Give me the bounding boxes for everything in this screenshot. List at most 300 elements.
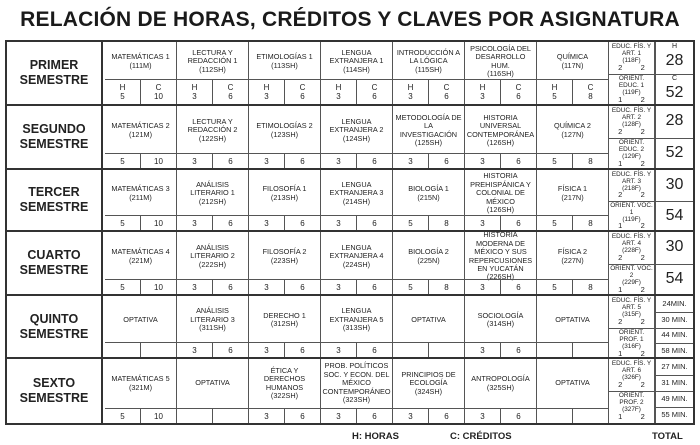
subject-cell [105, 106, 177, 168]
subject-code: (311SH) [199, 323, 226, 333]
total-cell [655, 42, 693, 104]
hours-value: 5 [408, 218, 413, 228]
total-cell [655, 170, 693, 230]
subject-code: (223SH) [270, 255, 299, 265]
subject-name [393, 42, 464, 81]
hours-label: H [191, 83, 198, 92]
subject-name [465, 42, 536, 81]
hours-credits [177, 153, 248, 168]
subject-cell [105, 42, 177, 104]
subject-code: (126SH) [486, 137, 515, 147]
credits-value: 6 [516, 282, 521, 292]
hours-credits [537, 153, 608, 168]
hours-credits [105, 79, 176, 104]
credits-value: 6 [516, 92, 521, 101]
educ-code: (326F) [622, 374, 641, 381]
hours-label: H [551, 83, 558, 92]
subject-cell [177, 232, 249, 294]
divider [656, 201, 693, 202]
educ-title: EDUC. FÍS. Y ART. 3 [611, 171, 652, 185]
subject-title: ANTROPOLOGÍA [471, 374, 530, 384]
subject-code: (115SH) [415, 64, 442, 74]
hours-credits [465, 408, 536, 423]
educ-hours: 2 [618, 63, 623, 72]
subject-name [249, 296, 320, 344]
subject-name [249, 359, 320, 408]
subject-name [393, 359, 464, 408]
credits-value: 8 [588, 218, 593, 228]
hours-credits [537, 342, 608, 357]
educ-values [609, 253, 654, 262]
hours-value: 5 [552, 156, 557, 166]
hours-credits [537, 215, 608, 230]
subject-cell [249, 170, 321, 230]
subject-name [177, 106, 248, 155]
hours-label: H [335, 83, 342, 92]
subject-name [321, 42, 392, 81]
hours-value: 3 [480, 218, 485, 228]
subject-cell [177, 359, 249, 423]
credits-label: C [227, 83, 234, 92]
subject-cell [537, 296, 609, 357]
hours-label: H [407, 83, 414, 92]
educ-values [609, 159, 654, 168]
subject-code: (313SH) [342, 323, 371, 333]
subject-title: SOCIOLOGÍA [477, 310, 524, 320]
subject-title: MATEMÁTICAS 5 [111, 374, 170, 384]
subject-title: MATEMÁTICAS 2 [111, 121, 170, 131]
subject-title: HISTORIA UNIVERSAL CONTEMPORÁNEA [466, 112, 535, 139]
subject-cell [321, 296, 393, 357]
subject-title: QUÍMICA [556, 52, 589, 62]
credits-value: 10 [154, 282, 163, 292]
educ-credits: 2 [640, 127, 645, 136]
subject-code: (224SH) [342, 259, 371, 269]
total-credits: 54 [665, 206, 684, 224]
subject-name [249, 232, 320, 281]
semester-row [7, 296, 693, 359]
semester-name: QUINTO SEMESTRE [7, 296, 103, 357]
hours-credits [321, 342, 392, 357]
subject-cell [105, 232, 177, 294]
credits-label: C [443, 83, 450, 92]
subject-name [393, 232, 464, 281]
educ-credits: 2 [640, 190, 645, 199]
subject-title: LECTURA Y REDACCIÓN 2 [187, 116, 238, 135]
subject-title: LECTURA Y REDACCIÓN 1 [187, 47, 238, 66]
hours-value: 3 [264, 218, 269, 228]
subject-name [177, 359, 248, 408]
hours-credits [105, 408, 176, 423]
educ-code: (316F) [622, 343, 641, 350]
educ-hours: 2 [618, 253, 623, 262]
divider [656, 138, 693, 139]
total-credits-label: C [671, 75, 678, 82]
subject-code: (117N) [561, 60, 584, 70]
credits-value: 6 [516, 218, 521, 228]
subject-cell [465, 232, 537, 294]
subject-name [537, 359, 608, 408]
subject-code: (122SH) [198, 133, 227, 143]
semester-row [7, 106, 693, 170]
minutes-value: 31 MIN. [661, 378, 688, 387]
credits-value: 8 [588, 282, 593, 292]
credits-label: C [299, 83, 306, 92]
hours-credits [177, 215, 248, 230]
hours-value: 3 [336, 411, 341, 421]
total-hours: 30 [665, 238, 684, 255]
hours-credits [321, 215, 392, 230]
divider [656, 312, 693, 313]
subject-cell [105, 359, 177, 423]
subject-cell [249, 106, 321, 168]
hours-value: 5 [552, 92, 557, 101]
subject-code: (212SH) [198, 196, 227, 206]
hours-value: 3 [480, 411, 485, 421]
hours-credits [321, 153, 392, 168]
credits-value: 6 [372, 345, 377, 355]
educ-cell [609, 170, 655, 230]
hours-value: 3 [264, 92, 269, 101]
hours-label: H [263, 83, 270, 92]
subject-title: LENGUA EXTRANJERA 4 [329, 242, 384, 261]
educ-label [609, 139, 654, 160]
educ-credits: 2 [640, 95, 645, 104]
educ-values [609, 127, 654, 136]
hours-value: 3 [192, 92, 197, 101]
subject-title: OPTATIVA [555, 314, 590, 324]
credits-value: 6 [300, 345, 305, 355]
hours-value: 3 [192, 218, 197, 228]
credits-value: 10 [154, 92, 163, 101]
educ-label [609, 360, 654, 381]
credits-value: 6 [300, 92, 305, 101]
subject-code: (215N) [417, 192, 440, 202]
subject-title: PSICOLOGÍA DEL DESARROLLO HUM. [470, 43, 531, 70]
subject-code: (312SH) [270, 319, 299, 328]
subject-name [249, 106, 320, 155]
divider [656, 407, 693, 408]
credits-label: C [587, 83, 594, 92]
credits-value: 6 [444, 92, 449, 101]
subject-name [465, 296, 536, 344]
educ-hours: 1 [618, 349, 623, 358]
educ-code: (119F) [622, 89, 641, 96]
hours-credits [249, 153, 320, 168]
educ-title: ORIENT. EDUC. 1 [618, 75, 645, 89]
hours-credits [177, 79, 248, 104]
subject-name [393, 296, 464, 344]
educ-cell [609, 296, 655, 357]
subject-name [177, 42, 248, 81]
subject-code: (112SH) [199, 64, 226, 74]
subject-cell [537, 232, 609, 294]
subject-cell [177, 296, 249, 357]
credits-label: C [515, 83, 522, 92]
subject-name [321, 170, 392, 217]
subject-cell [105, 170, 177, 230]
hours-value: 3 [408, 92, 413, 101]
subject-name [537, 232, 608, 281]
educ-code: (129F) [622, 153, 641, 160]
divider [656, 343, 693, 344]
subject-code: (211M) [129, 192, 152, 202]
educ-code: (118F) [622, 57, 641, 64]
hours-value: 5 [120, 411, 125, 421]
educ-label [609, 392, 654, 413]
subject-name [537, 170, 608, 217]
educ-cell [609, 359, 655, 423]
subject-cell [321, 170, 393, 230]
educ-hours: 1 [618, 95, 623, 104]
educ-values [609, 63, 654, 72]
subject-name [249, 42, 320, 81]
subject-code: (221M) [128, 255, 153, 265]
subject-name [249, 170, 320, 217]
subject-code: (225N) [417, 255, 440, 265]
credits-value: 6 [444, 156, 449, 166]
hours-value: 3 [336, 92, 341, 101]
subject-name [177, 232, 248, 281]
educ-label [609, 297, 654, 318]
credits-value: 6 [516, 156, 521, 166]
educ-values [609, 285, 654, 294]
hours-value: 3 [192, 156, 197, 166]
educ-values [609, 221, 654, 230]
minutes-value: 58 MIN. [661, 346, 688, 356]
subject-title: ANÁLISIS LITERARIO 2 [190, 242, 235, 261]
credits-value: 6 [372, 92, 377, 101]
subject-code: (322SH) [270, 390, 299, 400]
subject-code: (213SH) [270, 192, 299, 202]
hours-label: H [479, 83, 486, 92]
subject-title: FILOSOFÍA 1 [262, 184, 307, 194]
hours-value: 3 [480, 345, 485, 355]
credits-value: 8 [588, 156, 593, 166]
hours-credits [393, 279, 464, 294]
educ-label [609, 233, 654, 254]
hours-value: 3 [408, 411, 413, 421]
subject-cell [249, 359, 321, 423]
hours-credits [537, 279, 608, 294]
hours-credits [177, 408, 248, 423]
subject-cell [465, 359, 537, 423]
hours-credits [537, 408, 608, 423]
total-hours: 30 [665, 175, 684, 193]
total-cell [655, 232, 693, 294]
subject-name [105, 170, 176, 217]
subject-title: INTRODUCCIÓN A LA LÓGICA [396, 47, 461, 66]
educ-code: (327F) [622, 406, 641, 413]
subject-title: LENGUA EXTRANJERA 2 [329, 116, 384, 135]
educ-title: ORIENT. EDUC. 2 [618, 139, 645, 153]
total-credits: 52 [665, 84, 684, 101]
page-title: RELACIÓN DE HORAS, CRÉDITOS Y CLAVES POR ASIGNATURA [20, 8, 680, 31]
educ-credits: 2 [640, 285, 645, 294]
semester-row [7, 42, 693, 106]
credits-value: 10 [154, 411, 163, 421]
subject-cell [393, 170, 465, 230]
educ-label [609, 265, 654, 286]
subject-name [537, 296, 608, 344]
subject-title: OPTATIVA [195, 378, 230, 388]
subject-cell [393, 296, 465, 357]
hours-value: 3 [264, 282, 269, 292]
credits-value: 6 [228, 218, 233, 228]
educ-cell [609, 232, 655, 294]
subject-cell [465, 170, 537, 230]
semester-name: CUARTO SEMESTRE [7, 232, 103, 294]
subject-title: HISTORIA MODERNA DE MÉXICO Y SUS REPERCUSIONES EN YUCATÁN [468, 230, 533, 273]
subject-name [105, 106, 176, 155]
subject-code: (113SH) [271, 60, 298, 70]
hours-credits [177, 279, 248, 294]
hours-value: 3 [336, 282, 341, 292]
credits-label: C [371, 83, 378, 92]
subject-name [105, 359, 176, 408]
hours-credits [105, 153, 176, 168]
subject-code: (114SH) [343, 64, 370, 74]
hours-value: 3 [408, 156, 413, 166]
credits-value: 6 [228, 92, 233, 101]
subject-cell [321, 232, 393, 294]
subject-title: DERECHO 1 [263, 310, 306, 320]
hours-credits [105, 279, 176, 294]
subject-title: FILOSOFÍA 2 [262, 247, 307, 257]
hours-label: H [119, 83, 126, 92]
educ-credits: 2 [640, 317, 645, 326]
credits-value: 10 [154, 218, 163, 228]
credits-value: 6 [228, 345, 233, 355]
subject-cell [537, 106, 609, 168]
educ-label [609, 329, 654, 350]
educ-title: EDUC. FÍS. Y ART. 5 [611, 297, 652, 311]
hours-credits [321, 79, 392, 104]
minutes-value: 55 MIN. [661, 410, 688, 419]
educ-credits: 2 [640, 253, 645, 262]
credits-value: 6 [372, 218, 377, 228]
educ-code: (315F) [622, 311, 641, 318]
subject-title: OPTATIVA [411, 314, 446, 324]
subject-code: (127N) [561, 129, 584, 139]
subject-name [105, 42, 176, 81]
credits-value: 6 [516, 411, 521, 421]
educ-hours: 2 [618, 127, 623, 136]
hours-value: 5 [120, 92, 125, 101]
subject-cell [465, 296, 537, 357]
subject-code: (126SH) [486, 205, 515, 215]
subject-title: LENGUA EXTRANJERA 3 [329, 179, 384, 198]
subject-name [465, 106, 536, 155]
educ-values [609, 95, 654, 104]
subject-code: (214SH) [342, 196, 371, 206]
subject-cell [465, 106, 537, 168]
hours-value: 5 [552, 282, 557, 292]
credits-label: C [155, 83, 162, 92]
semester-name: SEGUNDO SEMESTRE [7, 106, 103, 168]
subject-cell [537, 170, 609, 230]
subject-cell [321, 42, 393, 104]
educ-title: EDUC. FÍS. Y ART. 6 [611, 360, 652, 374]
divider [656, 328, 693, 329]
subject-name [321, 106, 392, 155]
subject-cell [177, 42, 249, 104]
educ-credits: 2 [640, 63, 645, 72]
credits-value: 6 [444, 411, 449, 421]
educ-code: (218F) [622, 185, 641, 192]
semester-row [7, 359, 693, 423]
credits-value: 6 [300, 282, 305, 292]
subject-title: METODOLOGÍA DE LA INVESTIGACIÓN [395, 112, 462, 139]
subject-cell [393, 232, 465, 294]
subject-code: (125SH) [414, 137, 443, 147]
educ-values [609, 190, 654, 199]
semester-row [7, 170, 693, 232]
credits-value: 6 [516, 345, 521, 355]
hours-credits [249, 279, 320, 294]
legend-credits: C: CRÉDITOS [450, 431, 512, 442]
subject-title: ETIMOLOGÍAS 1 [256, 52, 313, 62]
hours-credits [465, 279, 536, 294]
subject-cell [177, 106, 249, 168]
subject-code: (111M) [129, 60, 152, 70]
hours-value: 3 [192, 345, 197, 355]
subject-cell [177, 170, 249, 230]
divider [656, 264, 693, 265]
educ-code: (228F) [622, 247, 641, 254]
hours-value: 3 [336, 218, 341, 228]
subject-name [321, 232, 392, 281]
hours-value: 5 [120, 156, 125, 166]
hours-credits [393, 215, 464, 230]
hours-credits [249, 79, 320, 104]
subject-name [177, 170, 248, 217]
educ-values [609, 317, 654, 326]
subject-title: OPTATIVA [555, 378, 590, 388]
subject-cell [321, 359, 393, 423]
educ-title: EDUC. FÍS. Y ART. 4 [611, 233, 652, 247]
subject-title: FÍSICA 1 [557, 184, 588, 194]
hours-value: 5 [552, 218, 557, 228]
hours-credits [249, 215, 320, 230]
credits-value: 8 [444, 282, 449, 292]
educ-credits: 2 [640, 221, 645, 230]
subject-title: HISTORIA PREHISPÁNICA Y COLONIAL DE MÉXICO [470, 171, 531, 206]
subject-code: (321M) [128, 382, 153, 392]
hours-credits [393, 408, 464, 423]
hours-credits [465, 153, 536, 168]
subject-name [465, 359, 536, 408]
educ-hours: 2 [618, 190, 623, 199]
educ-values [609, 349, 654, 358]
hours-value: 3 [480, 156, 485, 166]
subject-code: (116SH) [487, 68, 514, 78]
credits-value: 6 [300, 411, 305, 421]
legend-total: TOTAL [652, 431, 683, 442]
subject-title: LENGUA EXTRANJERA 1 [329, 47, 384, 66]
educ-title: ORIENT. PROF. 1 [618, 329, 645, 343]
total-cell [655, 359, 693, 423]
subject-cell [249, 296, 321, 357]
educ-title: ORIENT. VOC. 2 [610, 265, 653, 279]
minutes-value: 27 MIN. [661, 362, 688, 371]
minutes-value: 44 MIN. [661, 330, 688, 340]
educ-code: (128F) [622, 121, 641, 128]
educ-label [609, 75, 654, 96]
hours-value: 3 [264, 156, 269, 166]
subject-name [177, 296, 248, 344]
educ-code: (229F) [622, 279, 641, 286]
